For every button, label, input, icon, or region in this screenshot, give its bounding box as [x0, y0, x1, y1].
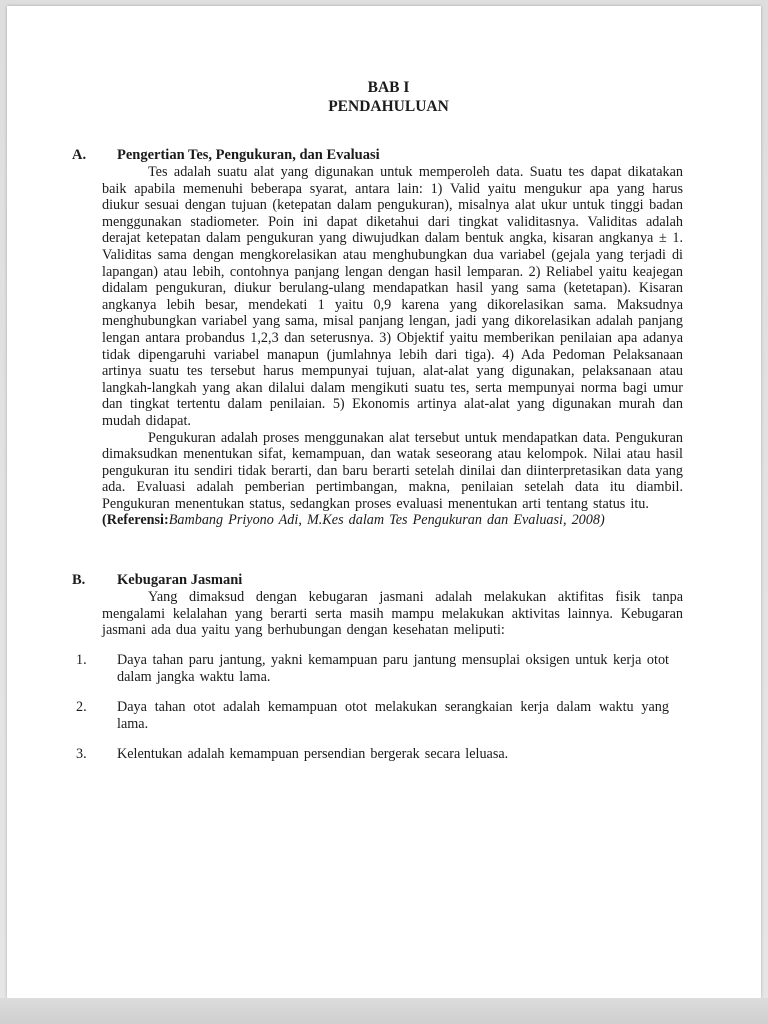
section-b: [72, 571, 683, 763]
viewer-bottom-strip: [0, 998, 768, 1024]
section-b-body: [102, 589, 683, 639]
list-item: [72, 652, 683, 686]
paragraph-pengukuran: Pengukuran adalah proses menggunakan alat tersebut untuk mendapatkan data. Pengukuran dimaksudkan menentukan sifat, kemampuan, dan watak seseorang atau kelompok. Nilai atau hasil pengukuran itu sendiri tidak berarti, dan baru berarti setelah dinilai dan diinterpretasikan data yang ada. Evaluasi adalah pemberian pertimbangan, makna, penilaian setelah data itu diambil. Pengukuran menentukan status, sedangkan proses evaluasi menentukan arti tentang status itu.: [102, 429, 683, 512]
chapter-title-block: [94, 78, 683, 116]
reference-citation: Bambang Priyono Adi, M.Kes dalam Tes Pengukuran dan Evaluasi, 2008): [168, 512, 605, 529]
list-item-text: Kelentukan adalah kemampuan persendian bergerak secara leluasa.: [117, 745, 509, 762]
section-a-label: A.: [72, 147, 87, 163]
chapter-title: PENDAHULUAN: [328, 98, 449, 115]
numbered-list: [72, 652, 683, 763]
section-a-body: [102, 164, 683, 529]
reference-label: (Referensi:: [102, 512, 169, 529]
chapter-number: BAB I: [367, 79, 410, 96]
list-item-number: 2.: [76, 698, 87, 715]
list-item-text: Daya tahan paru jantung, yakni kemampuan paru jantung mensuplai oksigen untuk kerja otot dalam jangka waktu lama.: [117, 651, 669, 685]
reference-line: [102, 512, 683, 529]
list-item-number: 3.: [76, 745, 87, 762]
list-item: [72, 746, 683, 763]
paragraph-tes: Tes adalah suatu alat yang digunakan untuk memperoleh data. Suatu tes dapat dikatakan baik apabila memenuhi beberapa syarat, antara lain: 1) Valid yaitu mengukur apa yang harus diukur sesuai dengan tujuan (ketepatan dalam pengukuran), misalnya alat ukur untuk tinggi badan menggunakan stadiometer. Poin ini dapat diketahui dari tingkat validitasnya. Validitas adalah derajat ketepatan dalam pengukuran yang diwujudkan dalam bentuk angka, kisaran angkanya ± 1. Validitas sama dengan mengkorelasikan atau menghubungkan dua variabel (gejala yang terjadi di lapangan) atau lebih, contohnya panjang lengan dengan hasil lemparan. 2) Reliabel yaitu keajegan didalam pengukuran, diukur berulang-ulang mendapatkan hasil yang sama (ketetapan). Kisaran angkanya lebih besar, mendekati 1 yaitu 0,9 karena yang dikorelasikan sama. Maksudnya menghubungkan variabel yang sama, misal panjang lengan, jadi yang dikorelasikan adalah panjang lengan antara probandus 1,2,3 dan seterusnya. 3) Objektif yaitu memberikan penilaian apa adanya tidak dipengaruhi variabel manapun (jumlahnya lebih dari tiga). 4) Ada Pedoman Pelaksanaan artinya suatu tes tersebut harus mempunyai tujuan, alat-alat yang digunakan, pelaksanaan atau langkah-langkah yang akan dilalui dalam mengikuti suatu tes, serta mempunyai norma bagi umur dan tingkat tertentu dalam penilaian. 5) Ekonomis artinya alat-alat yang digunakan murah dan mudah didapat.: [102, 164, 683, 429]
paragraph-kebugaran-intro: Yang dimaksud dengan kebugaran jasmani adalah melakukan aktifitas fisik tanpa mengalami kelalahan yang berarti serta masih mampu melakukan aktivitas lainnya. Kebugaran jasmani ada dua yaitu yang berhubungan dengan kesehatan meliputi:: [102, 589, 683, 639]
section-a-heading-row: [72, 146, 683, 164]
section-a: [72, 146, 683, 529]
section-b-heading-row: [72, 571, 683, 589]
list-item: [72, 699, 683, 733]
section-b-heading: Kebugaran Jasmani: [117, 572, 243, 589]
document-page: [7, 6, 761, 998]
list-item-text: Daya tahan otot adalah kemampuan otot melakukan serangkaian kerja dalam waktu yang lama.: [117, 698, 669, 732]
section-a-heading: Pengertian Tes, Pengukuran, dan Evaluasi: [117, 147, 380, 163]
list-item-number: 1.: [76, 651, 87, 668]
section-b-label: B.: [72, 572, 86, 589]
